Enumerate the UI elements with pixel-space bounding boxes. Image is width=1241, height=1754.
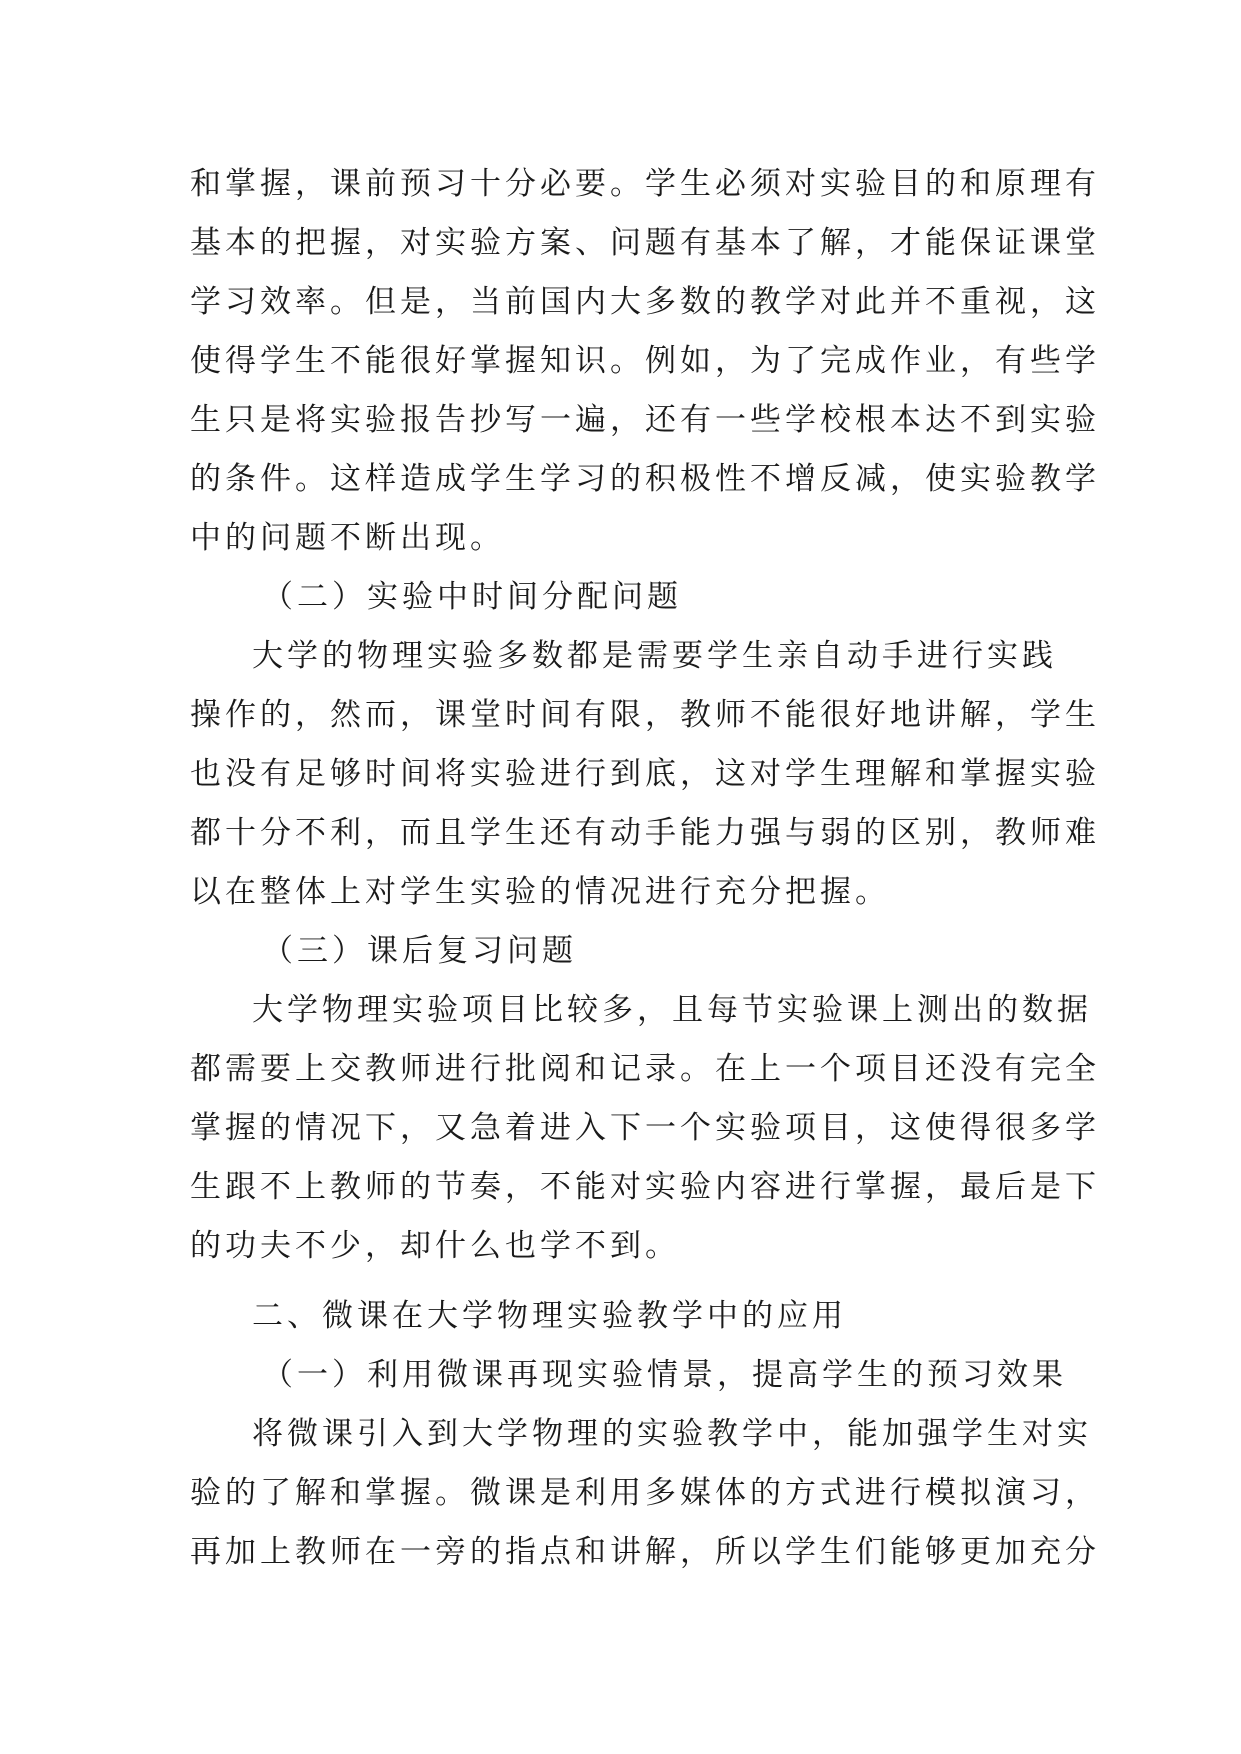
text-line: 使得学生不能很好掌握知识。例如，为了完成作业，有些学	[190, 343, 1100, 379]
text-line: 基本的把握，对实验方案、问题有基本了解，才能保证课堂	[190, 225, 1100, 261]
text-line: 也没有足够时间将实验进行到底，这对学生理解和掌握实验	[190, 756, 1100, 792]
heading-text: （一）利用微课再现实验情景，提高学生的预习效果	[262, 1357, 1067, 1393]
section-heading	[190, 922, 1050, 981]
text-line: 的条件。这样造成学生学习的积极性不增反减，使实验教学	[190, 461, 1100, 497]
text-line: 掌握的情况下，又急着进入下一个实验项目，这使得很多学	[190, 1110, 1100, 1146]
chapter-heading	[190, 1287, 1050, 1346]
text-line: 都十分不利，而且学生还有动手能力强与弱的区别，教师难	[190, 815, 1100, 851]
text-line: 大学物理实验项目比较多，且每节实验课上测出的数据	[252, 992, 1092, 1028]
heading-text: （三）课后复习问题	[262, 933, 577, 969]
paragraph-review	[190, 981, 1100, 1276]
text-line: 生只是将实验报告抄写一遍，还有一些学校根本达不到实验	[190, 402, 1100, 438]
text-line: 中的问题不断出现。	[190, 520, 505, 556]
text-line: 都需要上交教师进行批阅和记录。在上一个项目还没有完全	[190, 1051, 1100, 1087]
paragraph-time-allocation	[190, 627, 1100, 922]
text-line: 再加上教师在一旁的指点和讲解，所以学生们能够更加充分	[190, 1534, 1100, 1570]
spacer	[190, 1276, 1050, 1287]
heading-text: （二）实验中时间分配问题	[262, 579, 682, 615]
text-line: 生跟不上教师的节奏，不能对实验内容进行掌握，最后是下	[190, 1169, 1100, 1205]
text-line: 大学的物理实验多数都是需要学生亲自动手进行实践	[252, 638, 1057, 674]
heading-text: 二、微课在大学物理实验教学中的应用	[252, 1298, 847, 1334]
paragraph-microlecture	[190, 1405, 1100, 1582]
text-line: 和掌握，课前预习十分必要。学生必须对实验目的和原理有	[190, 166, 1100, 202]
text-line: 学习效率。但是，当前国内大多数的教学对此并不重视，这	[190, 284, 1100, 320]
section-heading	[190, 1346, 1067, 1405]
paragraph-intro-continued	[190, 155, 1100, 568]
text-line: 验的了解和掌握。微课是利用多媒体的方式进行模拟演习，	[190, 1475, 1100, 1511]
text-line: 操作的，然而，课堂时间有限，教师不能很好地讲解，学生	[190, 697, 1100, 733]
text-line: 的功夫不少，却什么也学不到。	[190, 1228, 680, 1264]
text-line: 以在整体上对学生实验的情况进行充分把握。	[190, 874, 890, 910]
text-line: 将微课引入到大学物理的实验教学中，能加强学生对实	[252, 1416, 1092, 1452]
section-heading	[190, 568, 1050, 627]
document-body	[190, 155, 1100, 1582]
